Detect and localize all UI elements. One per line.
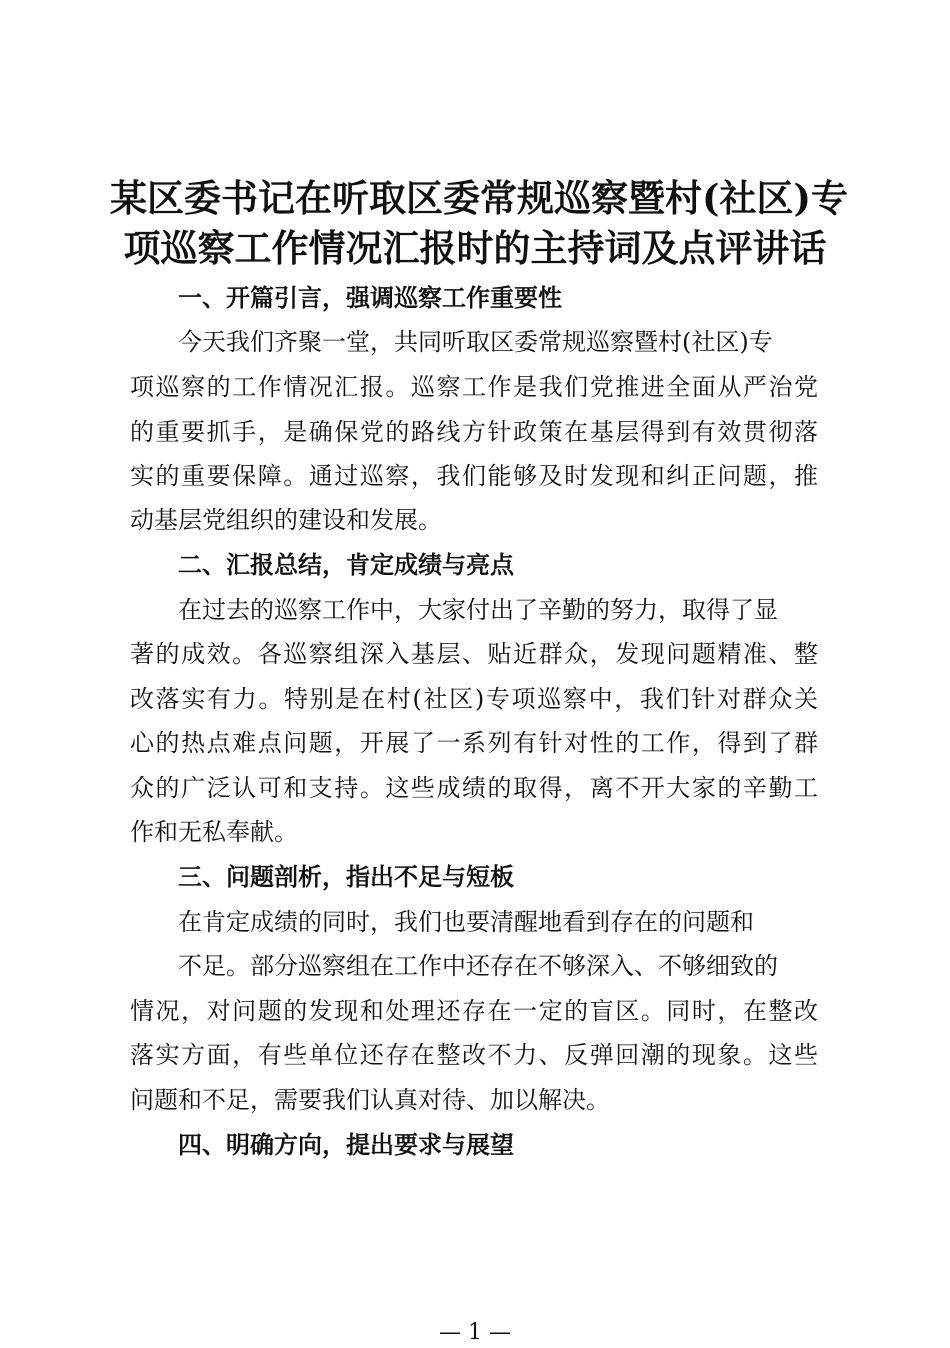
section-1-line-4: 实的重要保障。通过巡察，我们能够及时发现和纠正问题，推 bbox=[130, 462, 818, 490]
section-3-line-4: 落实方面，有些单位还存在整改不力、反弹回潮的现象。这些 bbox=[130, 1041, 818, 1069]
document-title-line-1: 某区委书记在听取区委常规巡察暨村(社区)专 bbox=[110, 176, 849, 220]
section-2-line-5: 众的广泛认可和支持。这些成绩的取得，离不开大家的辛勤工 bbox=[130, 774, 818, 802]
section-3-line-3: 情况，对问题的发现和处理还存在一定的盲区。同时，在整改 bbox=[130, 997, 818, 1025]
section-1-line-3: 的重要抓手，是确保党的路线方针政策在基层得到有效贯彻落 bbox=[130, 418, 818, 446]
section-3-line-1: 在肯定成绩的同时，我们也要清醒地看到存在的问题和 bbox=[178, 908, 754, 936]
section-3-line-5: 问题和不足，需要我们认真对待、加以解决。 bbox=[130, 1086, 610, 1114]
section-2-line-4: 心的热点难点问题，开展了一系列有针对性的工作，得到了群 bbox=[130, 729, 818, 757]
section-1-heading: 一、开篇引言，强调巡察工作重要性 bbox=[178, 284, 562, 312]
section-2-line-3: 改落实有力。特别是在村(社区)专项巡察中，我们针对群众关 bbox=[130, 685, 818, 713]
section-1-line-1: 今天我们齐聚一堂，共同听取区委常规巡察暨村(社区)专 bbox=[178, 328, 773, 356]
section-1-line-2: 项巡察的工作情况汇报。巡察工作是我们党推进全面从严治党 bbox=[130, 373, 818, 401]
section-2-line-6: 作和无私奉献。 bbox=[130, 818, 298, 846]
section-4-heading: 四、明确方向，提出要求与展望 bbox=[178, 1131, 514, 1159]
section-2-heading: 二、汇报总结，肯定成绩与亮点 bbox=[178, 551, 514, 579]
page-number: — 1 — bbox=[439, 1320, 511, 1345]
section-2-line-2: 著的成效。各巡察组深入基层、贴近群众，发现问题精准、整 bbox=[130, 640, 818, 668]
section-1-line-5: 动基层党组织的建设和发展。 bbox=[130, 506, 442, 534]
document-title-line-2: 项巡察工作情况汇报时的主持词及点评讲话 bbox=[123, 226, 827, 270]
section-3-line-2: 不足。部分巡察组在工作中还存在不够深入、不够细致的 bbox=[178, 952, 778, 980]
section-3-heading: 三、问题剖析，指出不足与短板 bbox=[178, 863, 514, 891]
section-2-line-1: 在过去的巡察工作中，大家付出了辛勤的努力，取得了显 bbox=[178, 596, 778, 624]
